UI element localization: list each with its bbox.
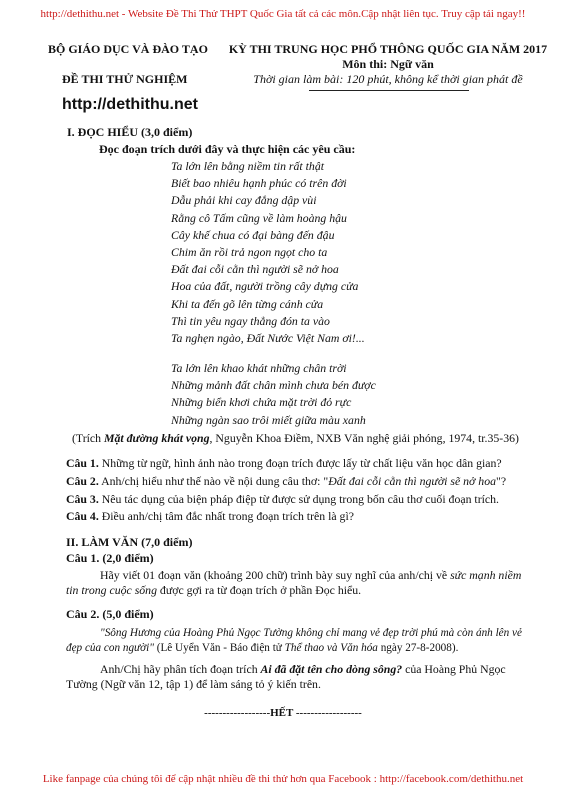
top-banner[interactable]: http://dethithu.net - Website Đề Thi Thử THPT Quốc Gia tất cả các môn.Cập nhật liên tục. Truy cập tải ngay!! (40, 8, 526, 20)
ministry-name: BỘ GIÁO DỤC VÀ ĐÀO TẠO (48, 42, 208, 56)
question-4: Câu 4. Điều anh/chị tâm đắc nhất trong đoạn trích trên là gì? (66, 509, 354, 523)
poem-line: Ta lớn lên bằng niềm tin rất thật (171, 159, 325, 173)
poem-line: Những biển khơi chứa mặt trời đỏ rực (171, 395, 352, 410)
part1-instruction: Đọc đoạn trích dưới đây và thực hiện các yêu cầu: (99, 142, 356, 156)
header-divider (309, 90, 469, 91)
exam-title: KỲ THI TRUNG HỌC PHỔ THÔNG QUỐC GIA NĂM 2017 (228, 42, 548, 56)
poem-stanza-1 (171, 158, 365, 347)
poem-citation: (Trích Mặt đường khát vọng, Nguyễn Khoa Điềm, NXB Văn nghệ giải phóng, 1974, tr.35-36) (72, 431, 519, 445)
question-2: Câu 2. Anh/chị hiểu như thế nào về nội dung câu thơ: "Đất đai cỗi cằn thì người sẽ nở hoa"? (66, 474, 507, 488)
exam-duration: Thời gian làm bài: 120 phút, không kể thời gian phát đề (253, 72, 523, 86)
poem-line: Khi ta đến gõ lên từng cánh cửa (171, 296, 324, 311)
poem-line: Ta nghẹn ngào, Đất Nước Việt Nam ơi!... (171, 331, 365, 346)
part1-title: I. ĐỌC HIỂU (3,0 điểm) (67, 125, 193, 139)
end-mark: ------------------HẾT ------------------ (204, 707, 362, 719)
part2-q2-quote: "Sông Hương của Hoàng Phủ Ngọc Tường không chỉ mang vẻ đẹp trời phú mà còn ánh lên vẻ đẹp của con người" (Lê Uyển Văn - Báo điện tử Thể thao và Văn hóa ngày 27-8-2008). (66, 627, 522, 654)
citation-title: Mặt đường khát vọng (104, 431, 210, 445)
poem-line: Chim ăn rồi trả ngon ngọt cho ta (171, 245, 328, 260)
site-url[interactable]: http://dethithu.net (62, 96, 198, 113)
poem-line: Cây khế chua có đại bàng đến đậu (171, 227, 335, 242)
poem-line: Rằng cô Tấm cũng về làm hoàng hậu (171, 210, 347, 225)
footer-banner[interactable]: Like fanpage của chúng tôi để cập nhật nhiều đề thi thử hơn qua Facebook : http://facebook.com/dethithu.net (42, 773, 524, 785)
poem-line: Những mảnh đất chân mình chưa bén được (171, 378, 376, 393)
part2-title: II. LÀM VĂN (7,0 điểm) (66, 535, 193, 549)
question-3: Câu 3. Nêu tác dụng của biện pháp điệp từ được sử dụng trong bốn câu thơ cuối đoạn trích. (66, 492, 499, 506)
poem-line: Dẫu phải khi cay đắng dập vùi (171, 193, 317, 208)
exam-kind: ĐỀ THI THỬ NGHIỆM (62, 72, 188, 86)
exam-subject: Môn thi: Ngữ văn (342, 57, 434, 71)
part2-q2-task: Anh/Chị hãy phân tích đoạn trích Ai đã đặt tên cho dòng sông? của Hoàng Phủ Ngọc Tường (Ngữ văn 12, tập 1) để làm sáng tỏ ý kiến trên. (66, 662, 506, 691)
part2-q1-text: Hãy viết 01 đoạn văn (khoảng 200 chữ) trình bày suy nghĩ của anh/chị về sức mạnh niềm tin trong cuộc sống được gợi ra từ đoạn trích ở phần Đọc hiểu. (66, 568, 522, 597)
poem-line: Ta lớn lên khao khát những chân trời (171, 361, 347, 375)
poem-line: Biết bao nhiêu hạnh phúc có trên đời (171, 176, 347, 191)
poem-line: Thì tin yêu ngay thẳng đón ta vào (171, 313, 330, 328)
part2-q1-label: Câu 1. (2,0 điểm) (66, 551, 154, 565)
part2-q2-label: Câu 2. (5,0 điểm) (66, 607, 154, 621)
poem-line: Hoa của đất, người trồng cây dựng cửa (171, 279, 359, 294)
poem-line: Đất đai cỗi cằn thì người sẽ nở hoa (171, 262, 339, 277)
poem-stanza-2 (171, 360, 376, 429)
poem-line: Những ngàn sao trôi miết giữa màu xanh (171, 412, 366, 427)
question-1: Câu 1. Những từ ngữ, hình ảnh nào trong đoạn trích được lấy từ chất liệu văn học dân gian? (66, 456, 502, 470)
